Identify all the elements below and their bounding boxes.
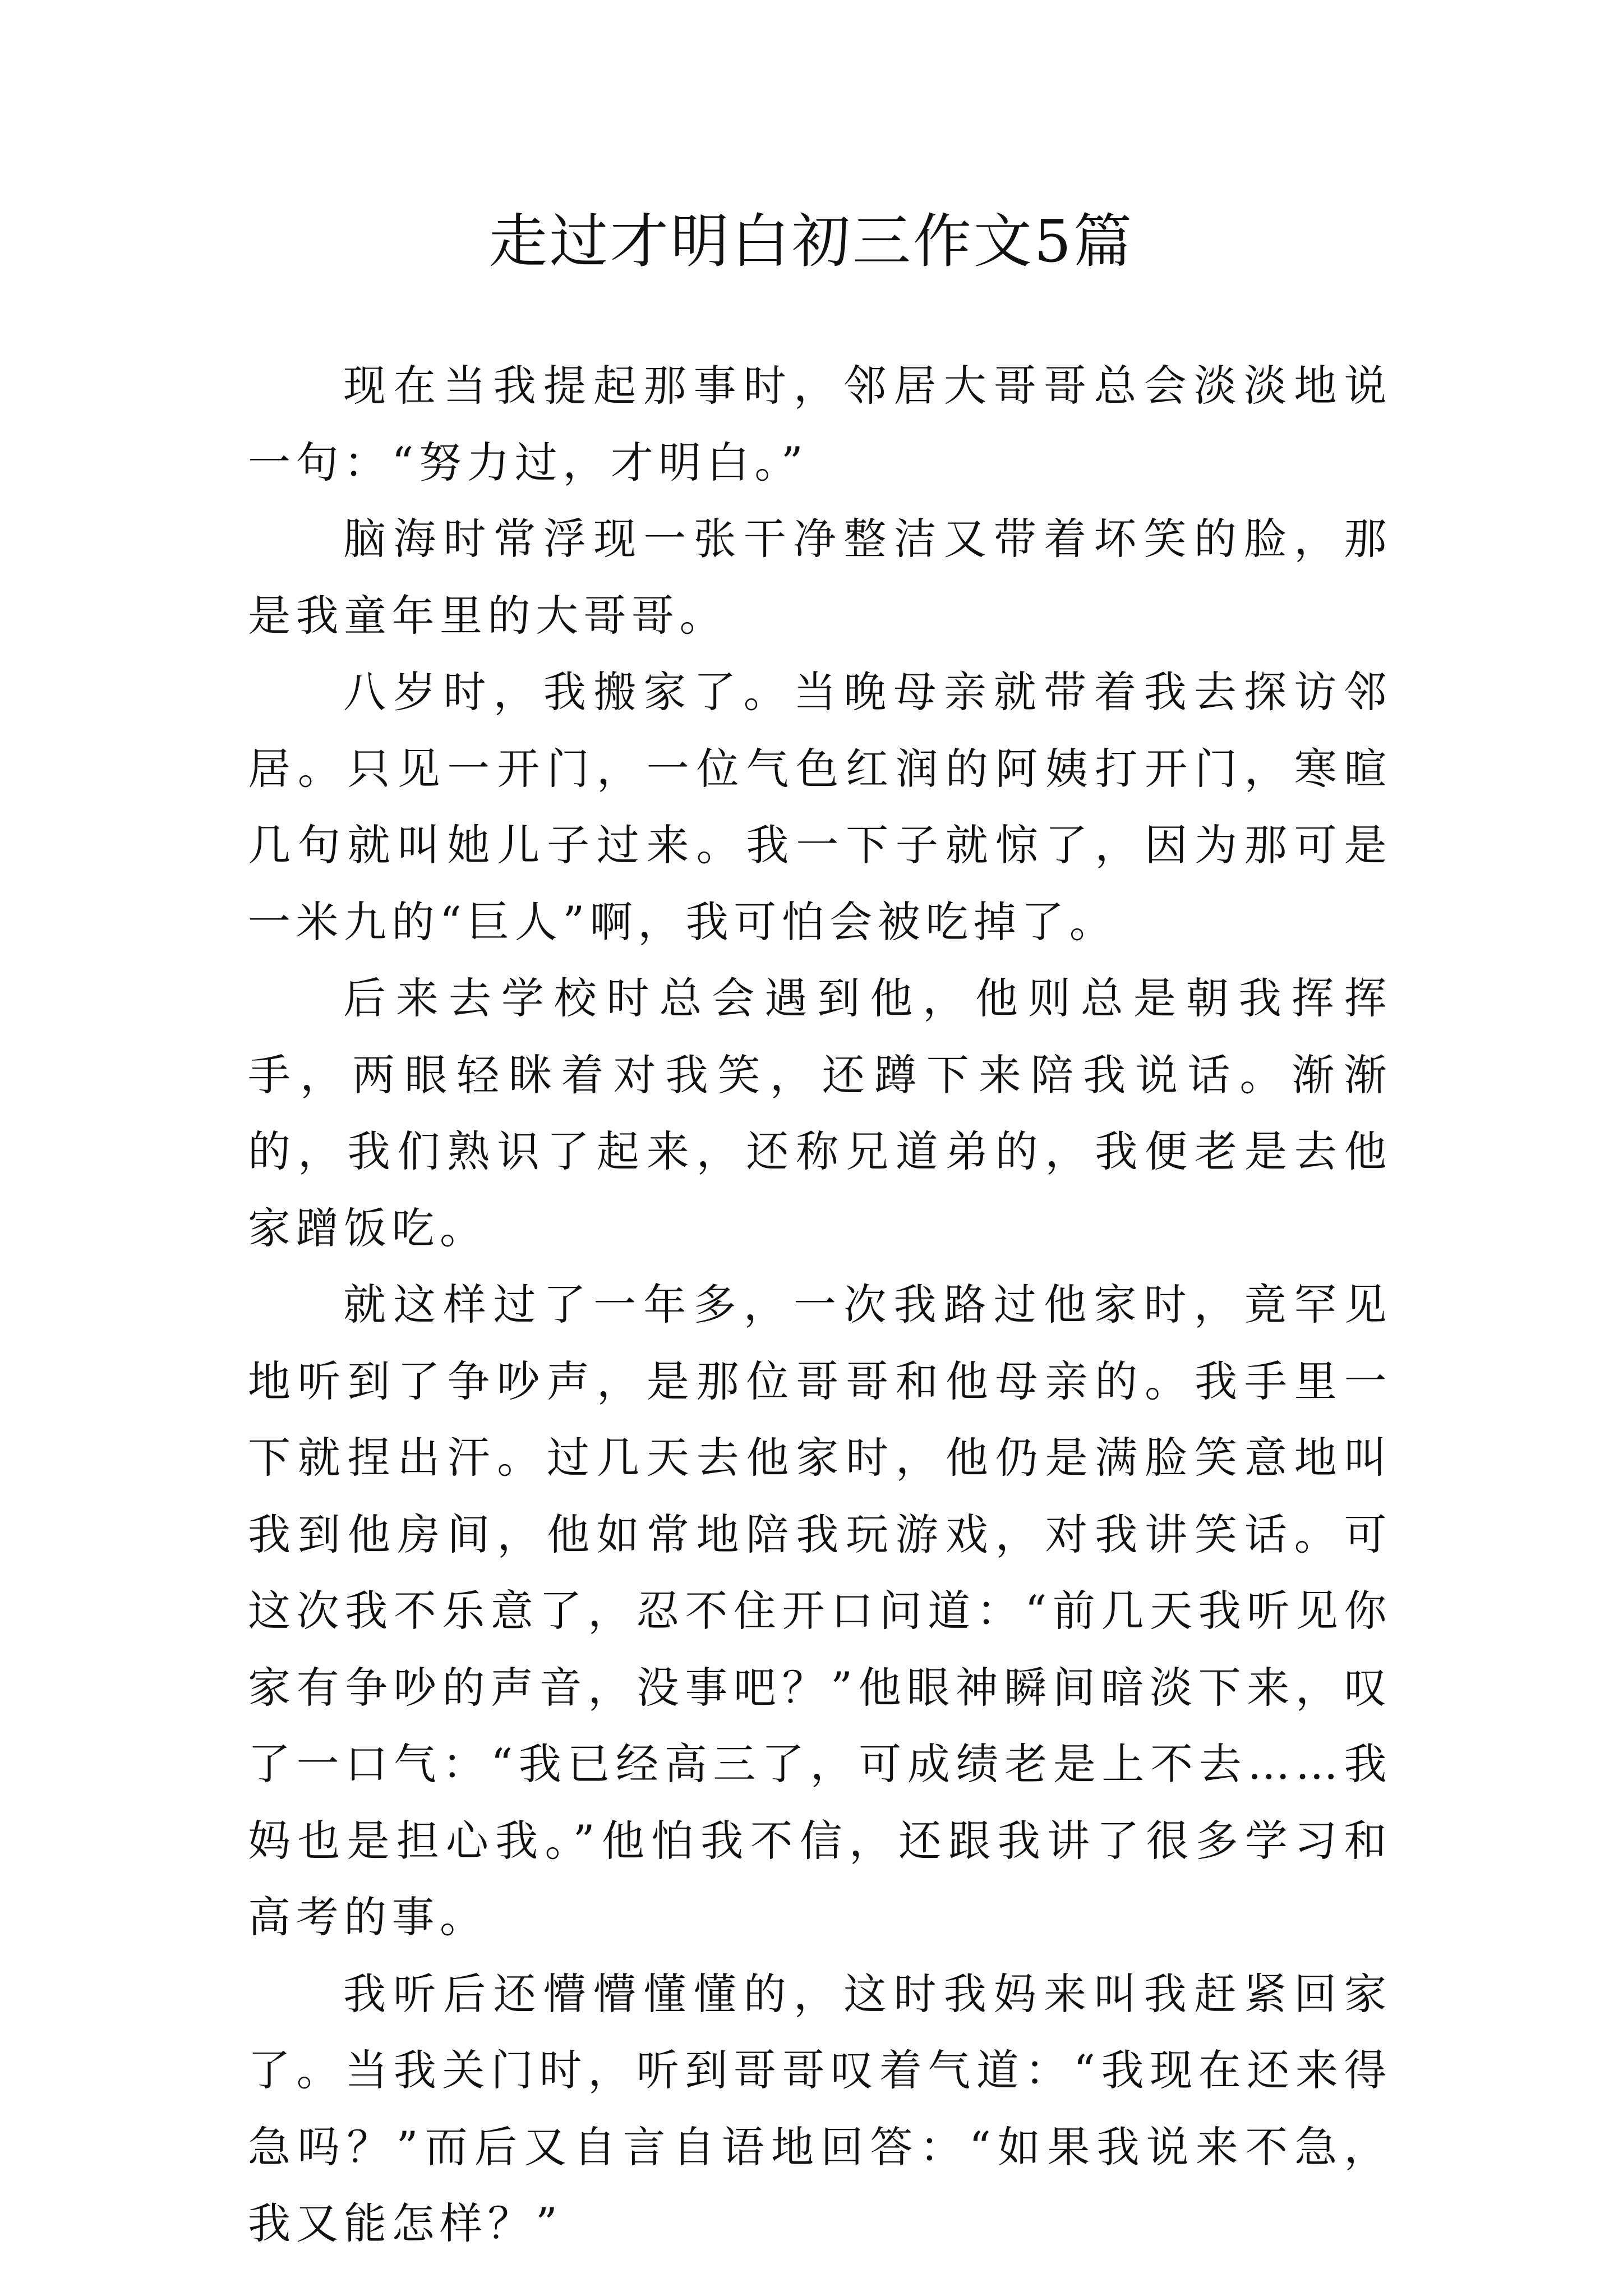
- paragraph: 现在当我提起那事时，邻居大哥哥总会淡淡地说一句：“努力过，才明白。”: [248, 361, 1392, 487]
- document-body: [248, 348, 1392, 2262]
- paragraph: 八岁时，我搬家了。当晚母亲就带着我去探访邻居。只见一开门，一位气色红润的阿姨打开门，寒暄几句就叫她儿子过来。我一下子就惊了，因为那可是一米九的“巨人”啊，我可怕会被吃掉了。: [248, 667, 1392, 947]
- paragraph: 就这样过了一年多，一次我路过他家时，竟罕见地听到了争吵声，是那位哥哥和他母亲的。我手里一下就捏出汗。过几天去他家时，他仍是满脸笑意地叫我到他房间，他如常地陪我玩游戏，对我讲笑话。可这次我不乐意了，忍不住开口问道：“前几天我听见你家有争吵的声音，没事吧？”他眼神瞬间暗淡下来，叹了一口气：“我已经高三了，可成绩老是上不去……我妈也是担心我。”他怕我不信，还跟我讲了很多学习和高考的事。: [248, 1280, 1392, 1942]
- paragraph: 脑海时常浮现一张干净整洁又带着坏笑的脸，那是我童年里的大哥哥。: [248, 514, 1392, 641]
- document-title: 走过才明白初三作文5篇: [488, 207, 1135, 275]
- paragraph: 我听后还懵懵懂懂的，这时我妈来叫我赶紧回家了。当我关门时，听到哥哥叹着气道：“我现在还来得急吗？”而后又自言自语地回答：“如果我说来不急，我又能怎样？”: [248, 1968, 1392, 2248]
- paragraph: 后来去学校时总会遇到他，他则总是朝我挥挥手，两眼轻眯着对我笑，还蹲下来陪我说话。渐渐的，我们熟识了起来，还称兄道弟的，我便老是去他家蹭饭吃。: [248, 973, 1392, 1253]
